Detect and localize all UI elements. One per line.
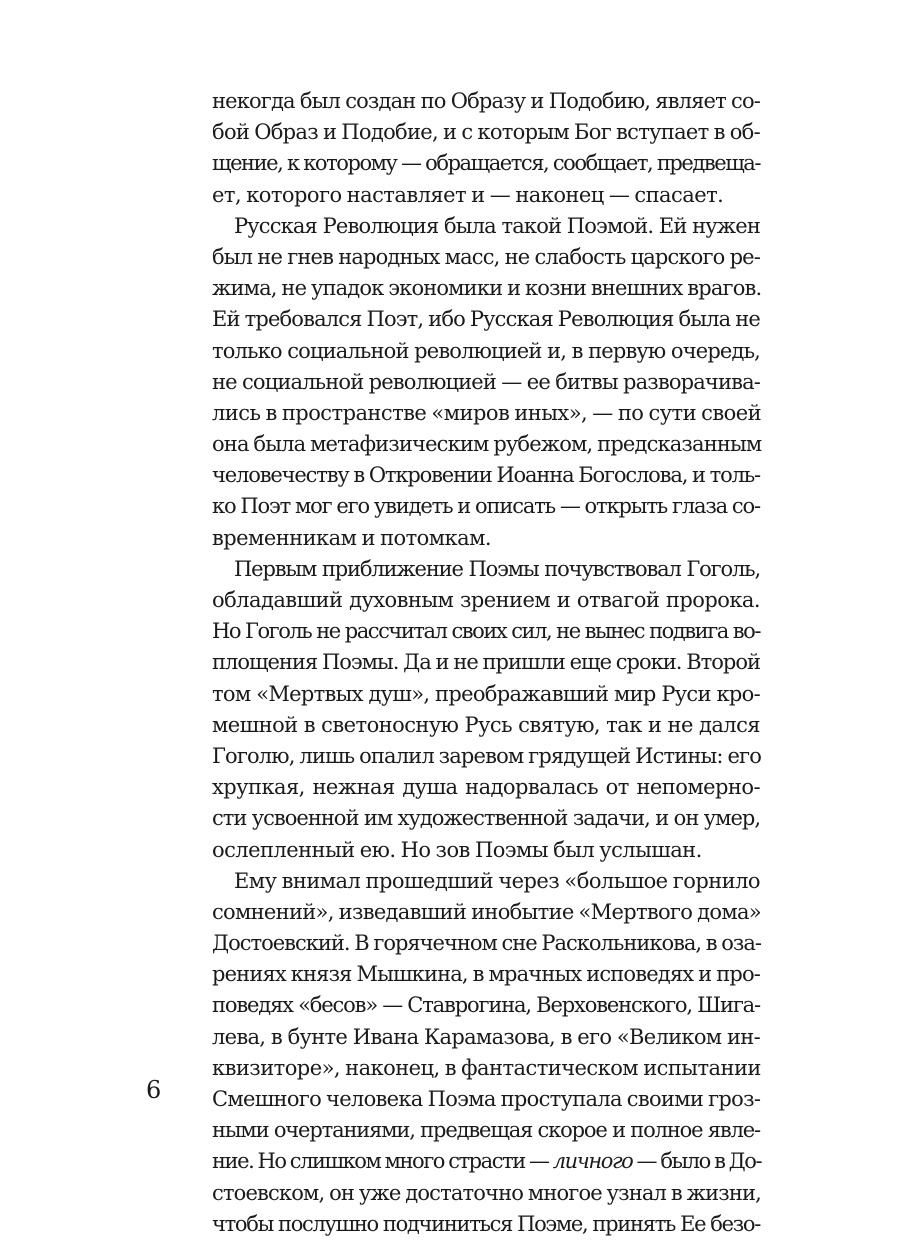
text-segment: — было в До- — [632, 1149, 762, 1174]
text-line: хрупкая, нежная душа надорвалась от непомерно- — [212, 775, 760, 800]
text-line: площения Поэмы. Да и не пришли еще сроки. Второй — [212, 650, 760, 675]
text-line: только социальной революцией и, в первую очередь, — [212, 338, 760, 363]
text-line: ными очертаниями, предвещая скорое и полное явле- — [212, 1118, 760, 1143]
page-number: 6 — [146, 1076, 162, 1104]
text-line: временникам и потомкам. — [212, 525, 492, 550]
text-line: сомнений», изведавший инобытие «Мертвого дома» — [212, 899, 761, 924]
text-line: был не гнев народных масс, не слабость царского ре- — [212, 244, 760, 269]
text-line: стоевском, он уже достаточно многое узнал в жизни, — [212, 1180, 762, 1205]
text-line: чтобы послушно подчиниться Поэме, принять Ее безо- — [212, 1211, 760, 1236]
paragraph-first-line: Русская Революция была такой Поэмой. Ей нужен — [234, 213, 760, 238]
text-line: щение, к которому — обращается, сообщает, предвеща- — [212, 151, 760, 176]
text-line: поведях «бесов» — Ставрогина, Верховенского, Шига- — [212, 993, 760, 1018]
text-line: человечеству в Откровении Иоанна Богослова, и толь- — [212, 463, 760, 488]
text-line — [212, 1146, 760, 1177]
text-segment: ние. Но слишком много страсти — — [212, 1149, 553, 1174]
text-line: Достоевский. В горячечном сне Раскольникова, в оза- — [212, 931, 761, 956]
text-line: рениях князя Мышкина, в мрачных исповедях и про- — [212, 962, 760, 987]
text-line: Но Гоголь не рассчитал своих сил, не вынес подвига во- — [212, 619, 760, 644]
text-line: квизиторе», наконец, в фантастическом испытании — [212, 1055, 761, 1080]
text-line: бой Образ и Подобие, и с которым Бог вступает в об- — [212, 120, 760, 145]
text-line: лись в пространстве «миров иных», — по сути своей — [212, 400, 762, 425]
text-line: лева, в бунте Ивана Карамазова, в его «Великом ин- — [212, 1024, 760, 1049]
text-line: не социальной революцией — ее битвы разворачива- — [212, 369, 760, 394]
body-text — [212, 86, 760, 1240]
text-line: ослепленный ею. Но зов Поэмы был услышан. — [212, 837, 702, 862]
text-line: она была метафизическим рубежом, предсказанным — [212, 432, 762, 457]
text-line: мешной в светоносную Русь святую, так и не дался — [212, 712, 760, 737]
text-line: сти усвоенной им художественной задачи, и он умер, — [212, 806, 760, 831]
emphasized-word: личного — [552, 1149, 633, 1174]
text-line: Гоголю, лишь опалил заревом грядущей Истины: его — [212, 743, 761, 768]
text-line: том «Мертвых душ», преображавший мир Руси кро- — [212, 681, 760, 706]
text-line: жима, не упадок экономики и козни внешних врагов. — [212, 276, 762, 301]
text-line: ет, которого наставляет и — наконец — спасает. — [212, 182, 724, 207]
paragraph-first-line: Ему внимал прошедший через «большое горнило — [234, 868, 760, 893]
text-line: Смешного человека Поэма проступала своими гроз- — [212, 1087, 761, 1111]
text-line: некогда был создан по Образу и Подобию, являет со- — [212, 89, 760, 113]
text-line: Ей требовался Поэт, ибо Русская Революция была не — [212, 307, 760, 332]
text-line: обладавший духовным зрением и отвагой пророка. — [212, 588, 760, 612]
text-line: ко Поэт мог его увидеть и описать — открыть глаза со- — [212, 494, 760, 519]
paragraph-first-line: Первым приближение Поэмы почувствовал Гоголь, — [234, 556, 760, 581]
